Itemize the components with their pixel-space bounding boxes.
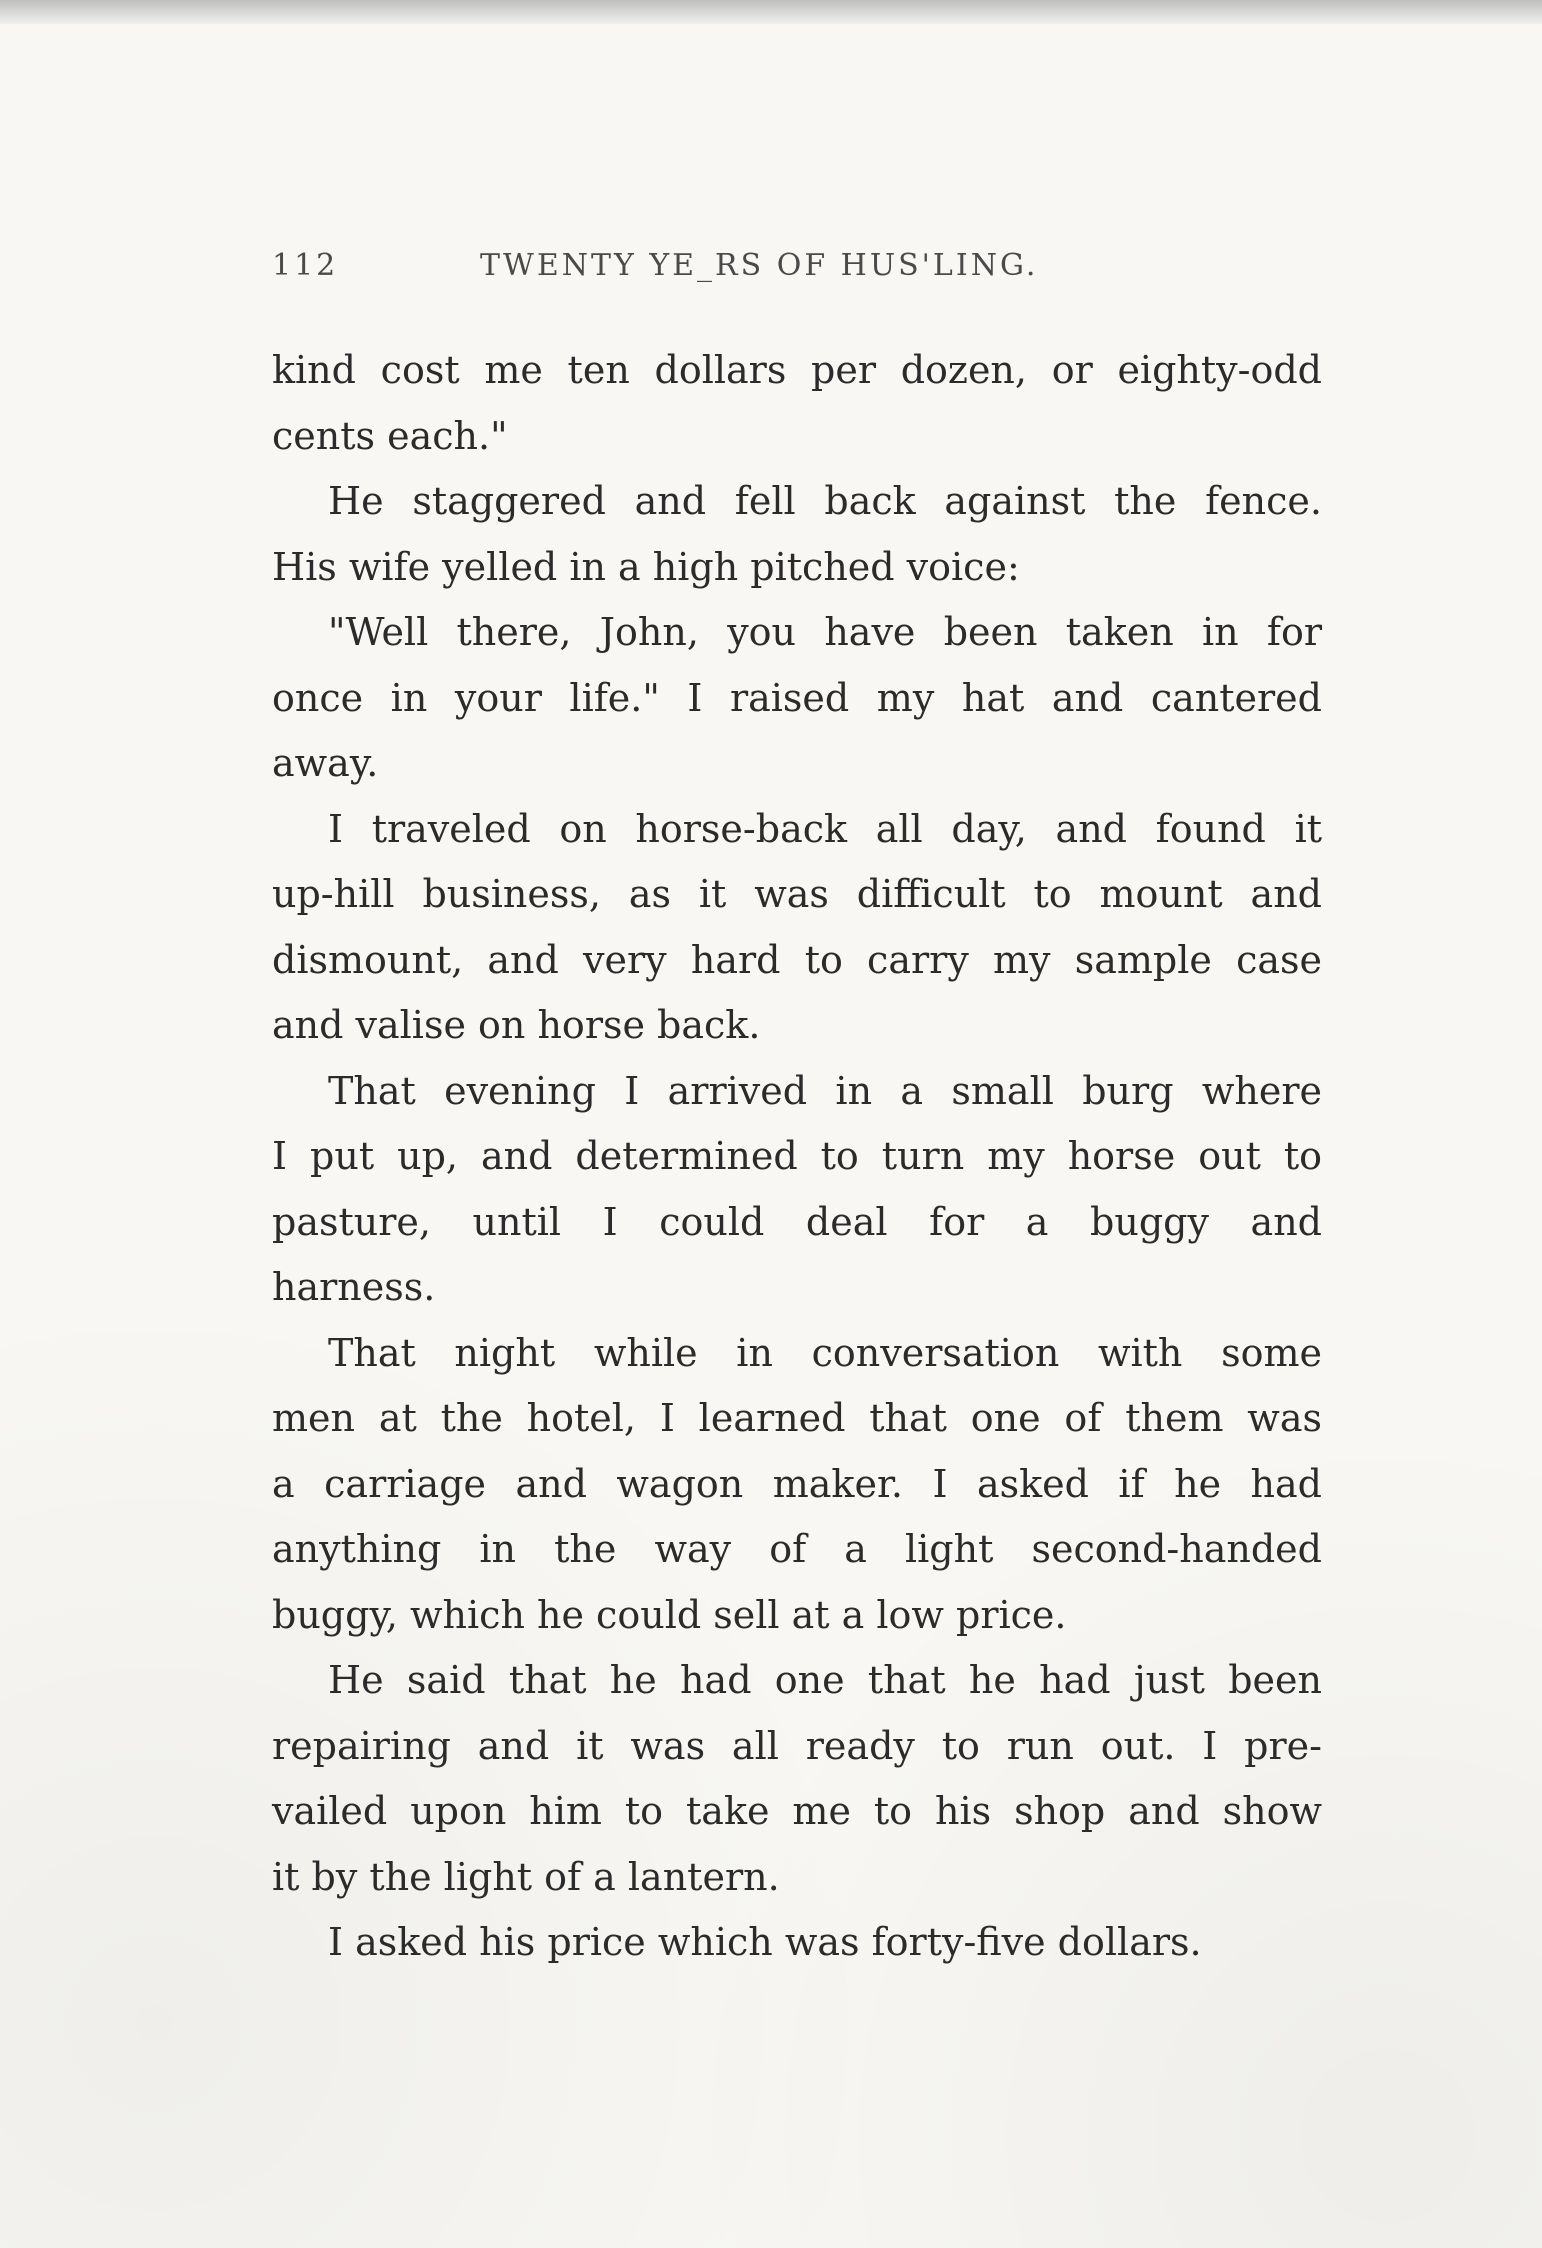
running-head (272, 248, 1322, 288)
text-line-22: repairing and it was all ready to run out. I pre- (272, 1723, 1322, 1768)
text-line-20: buggy, which he could sell at a low price. (272, 1592, 1067, 1637)
text-line-19: anything in the way of a light second-handed (272, 1527, 1322, 1571)
text-line-12: That evening I arrived in a small burg where (328, 1068, 1322, 1113)
text-line-24: it by the light of a lantern. (272, 1854, 780, 1899)
text-line-25: I asked his price which was forty-five dollars. (328, 1920, 1202, 1964)
text-line-21: He said that he had one that he had just been (328, 1658, 1322, 1702)
text-line-23: vailed upon him to take me to his shop and show (272, 1789, 1322, 1833)
text-line-9: up-hill business, as it was difficult to mount and (272, 872, 1322, 916)
text-line-7: away. (272, 741, 379, 785)
text-line-3: He staggered and fell back against the fence. (328, 479, 1322, 523)
scan-top-edge (0, 0, 1542, 24)
text-line-11: and valise on horse back. (272, 1003, 761, 1047)
text-line-10: dismount, and very hard to carry my sample case (272, 937, 1322, 982)
text-line-1: kind cost me ten dollars per dozen, or eighty-odd (272, 348, 1322, 392)
text-line-14: pasture, until I could deal for a buggy and (272, 1199, 1322, 1244)
page-number: 112 (272, 248, 339, 283)
text-line-5: "Well there, John, you have been taken in for (328, 610, 1322, 654)
text-line-13: I put up, and determined to turn my horse out to (272, 1134, 1322, 1178)
running-title: TWENTY YE_RS OF HUS'LING. (480, 248, 1039, 283)
text-line-2: cents each." (272, 413, 508, 458)
text-line-17: men at the hotel, I learned that one of them was (272, 1396, 1322, 1440)
text-line-8: I traveled on horse-back all day, and found it (328, 806, 1322, 851)
text-line-6: once in your life." I raised my hat and cantered (272, 675, 1322, 720)
text-line-15: harness. (272, 1265, 436, 1309)
text-line-16: That night while in conversation with some (328, 1330, 1322, 1375)
body-text (272, 338, 1322, 1976)
text-line-18: a carriage and wagon maker. I asked if he had (272, 1461, 1322, 1506)
text-line-4: His wife yelled in a high pitched voice: (272, 544, 1020, 589)
